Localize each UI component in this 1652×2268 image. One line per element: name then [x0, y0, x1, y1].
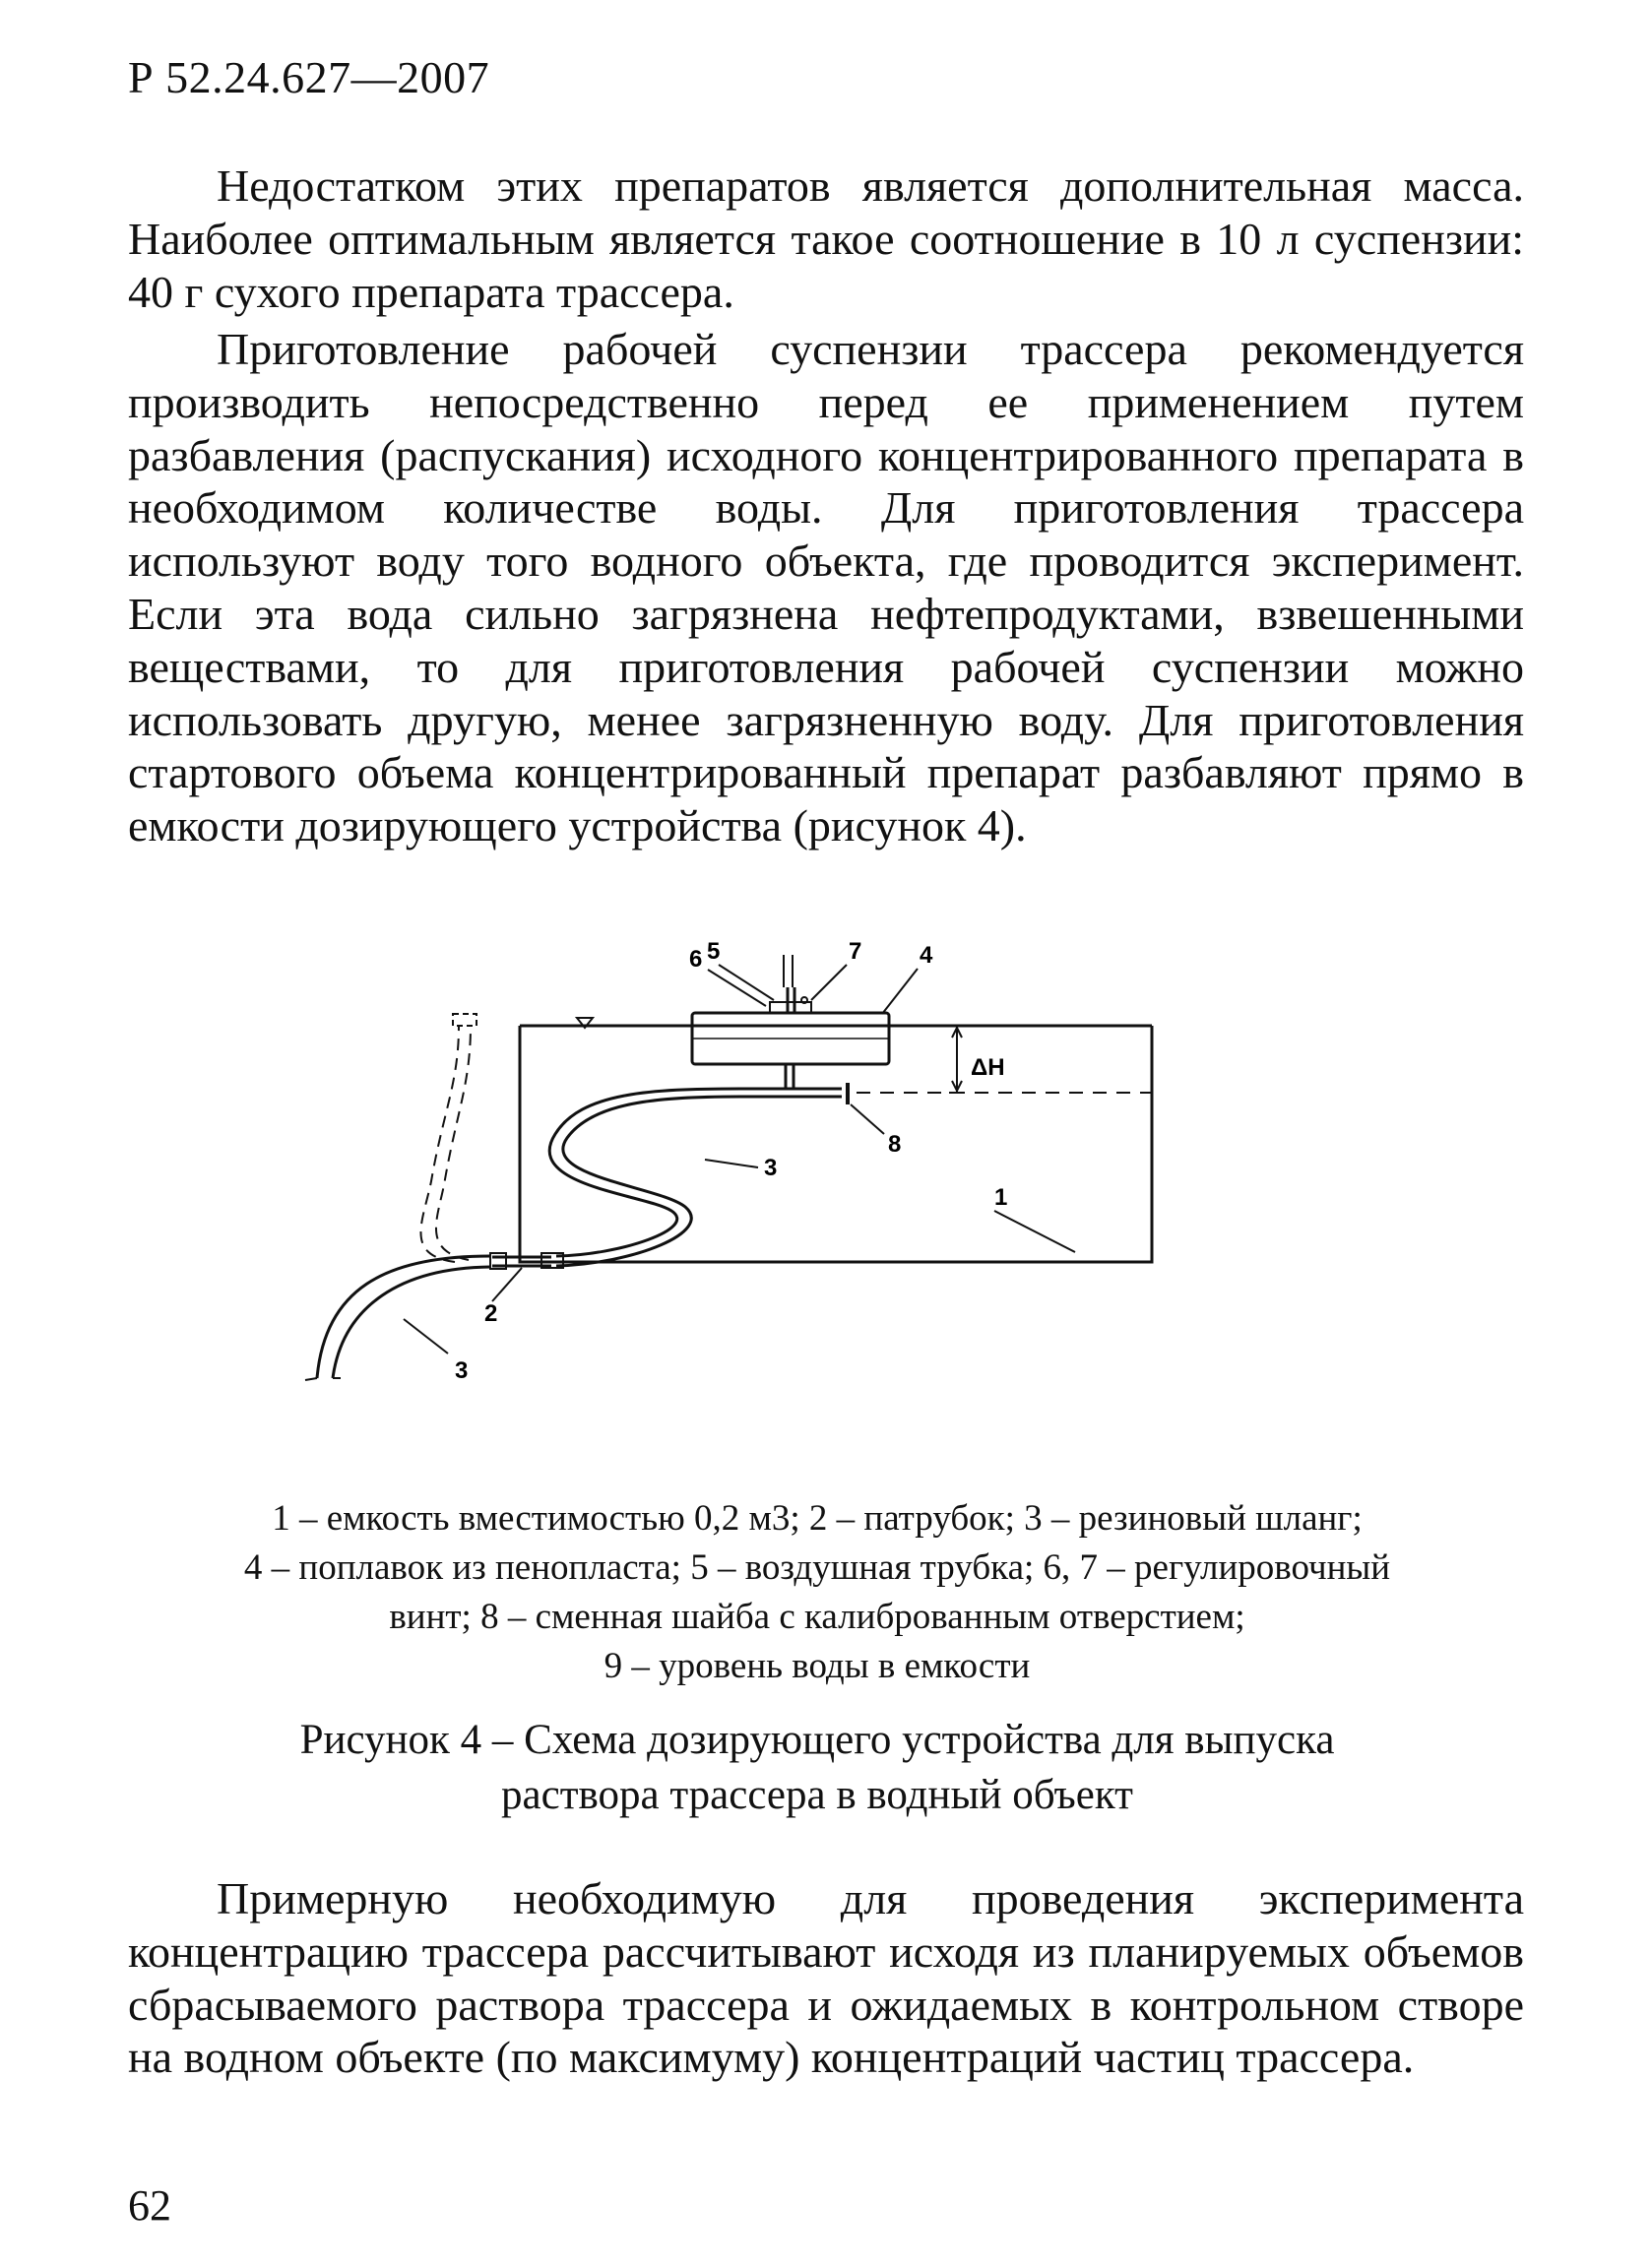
label-7: 7 — [849, 938, 862, 965]
label-2: 2 — [484, 1300, 498, 1327]
legend-line: 4 – поплавок из пенопласта; 5 – воздушная трубка; 6, 7 – регулировочный — [243, 1547, 1391, 1588]
label-6: 6 — [689, 946, 703, 973]
label-8: 8 — [888, 1131, 902, 1158]
figure-caption — [148, 1713, 1487, 1823]
figure-dosing-device — [226, 915, 1211, 1467]
caption-line: раствора трассера в водный объект — [501, 1772, 1133, 1818]
label-delta-h: ΔH — [971, 1054, 1005, 1081]
caption-line: Рисунок 4 – Схема дозирующего устройства для выпуска — [299, 1717, 1335, 1763]
legend-line: 9 – уровень воды в емкости — [604, 1646, 1031, 1686]
legend-line: винт; 8 – сменная шайба с калиброванным отверстием; — [389, 1597, 1245, 1637]
hose-raised-dashed-2 — [436, 1026, 471, 1260]
paragraph-1: Недостатком этих препаратов является дополнительная масса. Наиболее оптимальным является такое соотношение в 10 л суспензии: 40 г сухого препарата трассера. — [128, 160, 1524, 317]
label-3-outside: 3 — [455, 1357, 469, 1384]
figure-legend — [148, 1494, 1487, 1691]
label-3-inside: 3 — [764, 1155, 778, 1181]
hose-inside-outer — [549, 1089, 740, 1256]
label-4: 4 — [920, 942, 933, 969]
paragraph-2: Приготовление рабочей суспензии трассера рекомендуется производить непосредственно перед ее применением путем разбавления (распускания) исходного концентрированного препарата в необходимом количестве воды. Для приготовления трассера используют воду того водного объекта, где проводится эксперимент. Если эта вода сильно загрязнена нефтепродуктами, взвешенными веществами, то для приготовления рабочей суспензии можно использовать другую, менее загрязненную воду. Для приготовления стартового объема концентрированный препарат разбавляют прямо в емкости дозирующего устройства (рисунок 4). — [128, 324, 1524, 851]
page-number: 62 — [128, 2181, 171, 2230]
tank-outline — [520, 1026, 1152, 1262]
paragraph-3: Примерную необходимую для проведения эксперимента концентрацию трассера рассчитывают исходя из планируемых объемов сбрасываемого раствора трассера и ожидаемых в контрольном створе на водном объекте (по максимуму) концентраций частиц трассера. — [128, 1873, 1524, 2083]
hose-raised-dashed-1 — [420, 1026, 459, 1262]
label-5: 5 — [707, 938, 721, 965]
document-code: Р 52.24.627—2007 — [128, 52, 490, 102]
label-1: 1 — [994, 1184, 1008, 1211]
legend-line: 1 – емкость вместимостью 0,2 м3; 2 – патрубок; 3 – резиновый шланг; — [272, 1498, 1363, 1539]
dosing-device-diagram — [226, 915, 1211, 1467]
